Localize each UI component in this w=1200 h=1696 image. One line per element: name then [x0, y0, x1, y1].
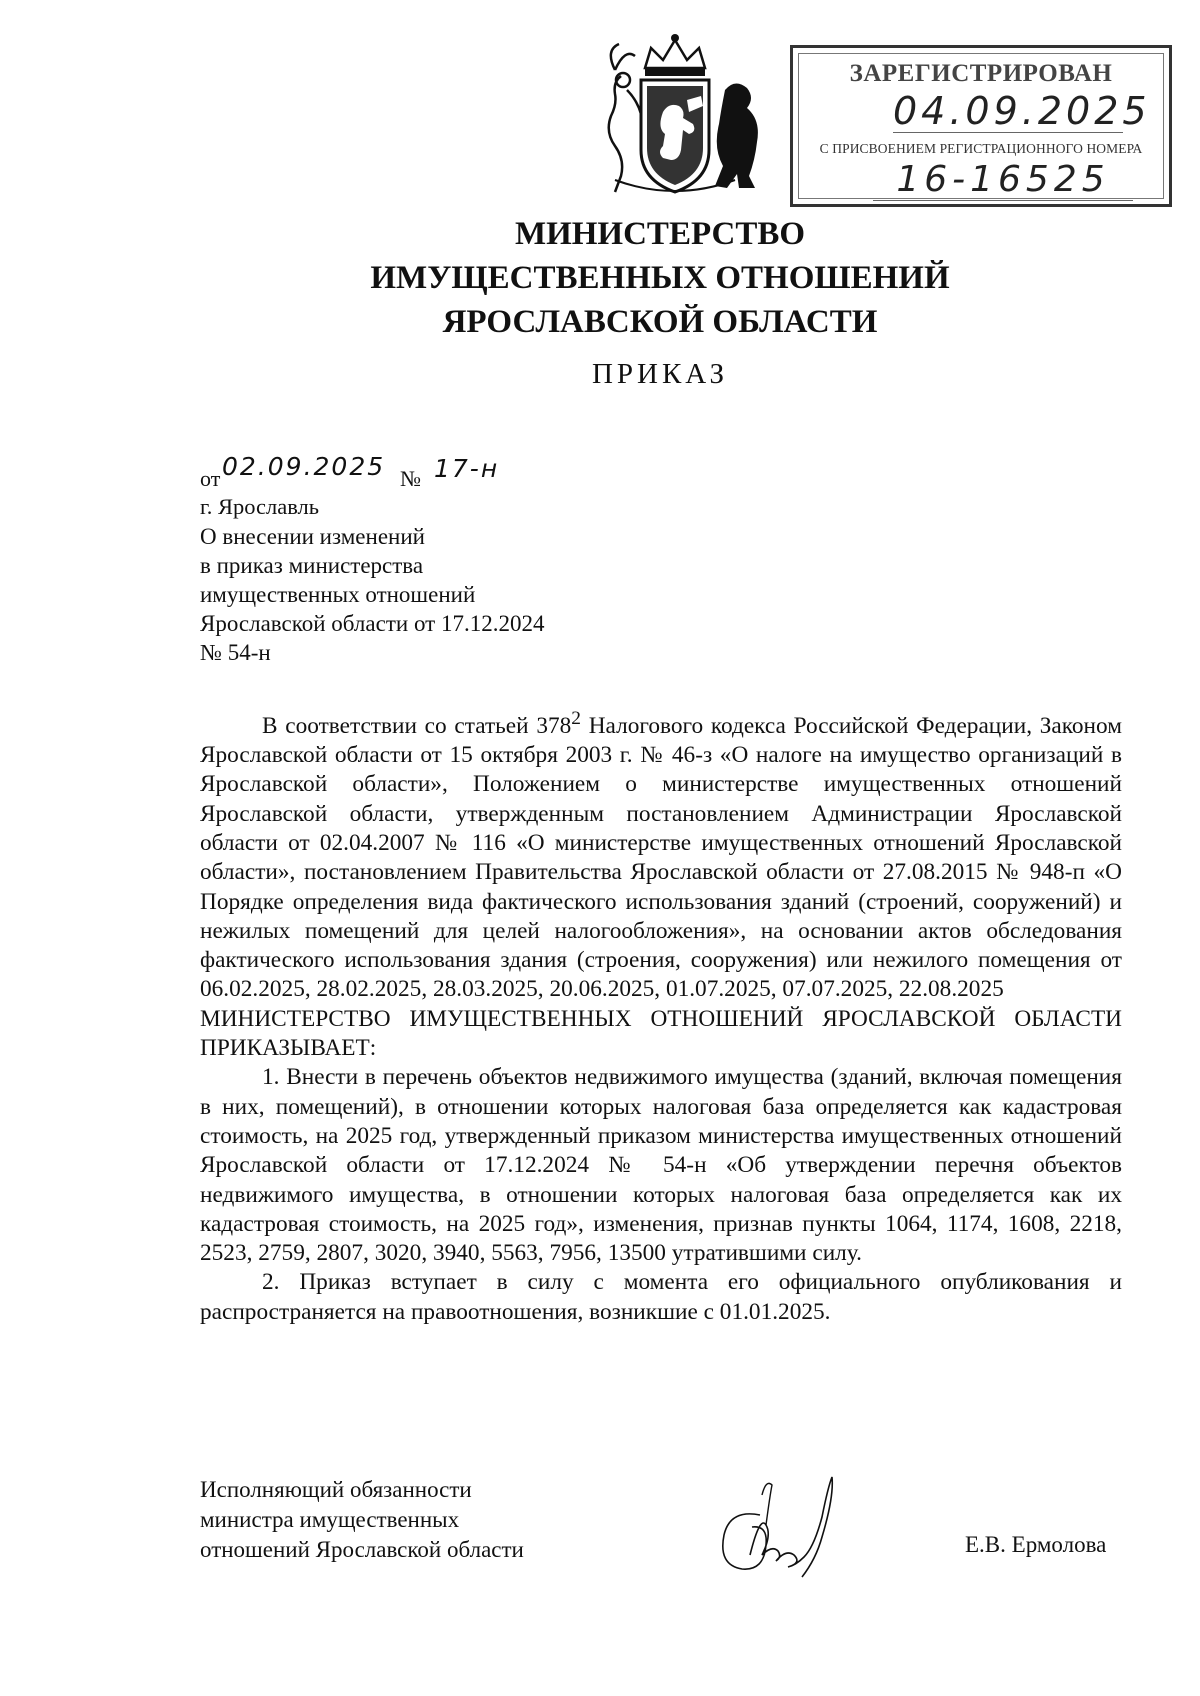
- order-item-1: 1. Внести в перечень объектов недвижимого имущества (зданий, включая помещения в них, помещений), в отношении которых налоговая база определяется как кадастровая стоимость, на 2025 год, утвержденный приказом министерства имущественных отношений Ярославской области от 17.12.2024 № 54-н «Об утверждении перечня объектов недвижимого имущества, в отношении которых налоговая база определяется как их кадастровая стоимость, на 2025 год», изменения, признав пункты 1064, 1174, 1608, 2218, 2523, 2759, 2807, 3020, 3940, 5563, 7956, 13500 утратившими силу.: [200, 1064, 1122, 1267]
- subject-line: имущественных отношений: [200, 582, 476, 607]
- subject-line: № 54-н: [200, 640, 271, 665]
- position-line: отношений Ярославской области: [200, 1537, 524, 1562]
- subject-line: О внесении изменений: [200, 524, 425, 549]
- city: г. Ярославль: [200, 494, 320, 519]
- order-item-2: 2. Приказ вступает в силу с момента его официального опубликования и распространяется на правоотношения, возникшие с 01.01.2025.: [200, 1269, 1122, 1325]
- date-prefix: от: [200, 466, 221, 491]
- handwritten-signature: [690, 1455, 890, 1605]
- order-number: 17-н: [434, 454, 500, 483]
- article-superscript: 2: [571, 708, 581, 729]
- order-dateline: [200, 452, 600, 492]
- number-sign: №: [400, 466, 421, 491]
- position-line: Исполняющий обязанности: [200, 1477, 472, 1502]
- order-subject: [200, 522, 700, 667]
- order-date: 02.09.2025: [222, 452, 386, 481]
- signatory-name: Е.В. Ермолова: [965, 1532, 1107, 1557]
- subject-line: Ярославской области от 17.12.2024: [200, 611, 545, 636]
- ministry-line: МИНИСТЕРСТВО: [514, 216, 806, 252]
- decree-line: МИНИСТЕРСТВО ИМУЩЕСТВЕННЫХ ОТНОШЕНИЙ ЯРОСЛАВСКОЙ ОБЛАСТИ ПРИКАЗЫВАЕТ:: [200, 1005, 1122, 1062]
- signatory-position: [200, 1475, 620, 1565]
- preamble-rest: Налогового кодекса Российской Федерации, Законом Ярославской области от 15 октября 2003 г. № 46-з «О налоге на имущество организаций в Ярославской области», Положением о министерстве имущественных отношений Ярославской области, утвержденным постановлением Администрации Ярославской области от 02.04.2007 № 116 «О министерстве имущественных отношений Ярославской области», постановлением Правительства Ярославской области от 27.08.2015 № 948-п «О Порядке определения вида фактического использования зданий (строений, сооружений) и нежилых помещений для целей налогообложения», на основании актов обследования фактического использования здания (строения, сооружения) или нежилого помещения от 06.02.2025, 28.02.2025, 28.03.2025, 20.06.2025, 01.07.2025, 07.07.2025, 22.08.2025: [200, 712, 1122, 1003]
- ministry-line: ЯРОСЛАВСКОЙ ОБЛАСТИ: [442, 304, 878, 340]
- ministry-line: ИМУЩЕСТВЕННЫХ ОТНОШЕНИЙ: [370, 260, 950, 296]
- preamble-paragraph: [200, 704, 1122, 1005]
- registration-stamp: [790, 45, 1172, 207]
- coat-of-arms-icon: [575, 30, 775, 210]
- position-line: министра имущественных: [200, 1507, 460, 1532]
- preamble-start: В соответствии со статьей 378: [262, 712, 572, 739]
- order-body: [200, 704, 1122, 1327]
- stamp-caption: С ПРИСВОЕНИЕМ РЕГИСТРАЦИОННОГО НОМЕРА: [819, 141, 1143, 156]
- subject-line: в приказ министерства: [200, 553, 424, 578]
- document-type: ПРИКАЗ: [591, 358, 729, 390]
- stamp-date: 04.09.2025: [893, 89, 1151, 133]
- ministry-name: [200, 212, 1120, 344]
- stamp-number: 16-16525: [873, 160, 1133, 201]
- stamp-title: ЗАРЕГИСТРИРОВАН: [849, 60, 1113, 87]
